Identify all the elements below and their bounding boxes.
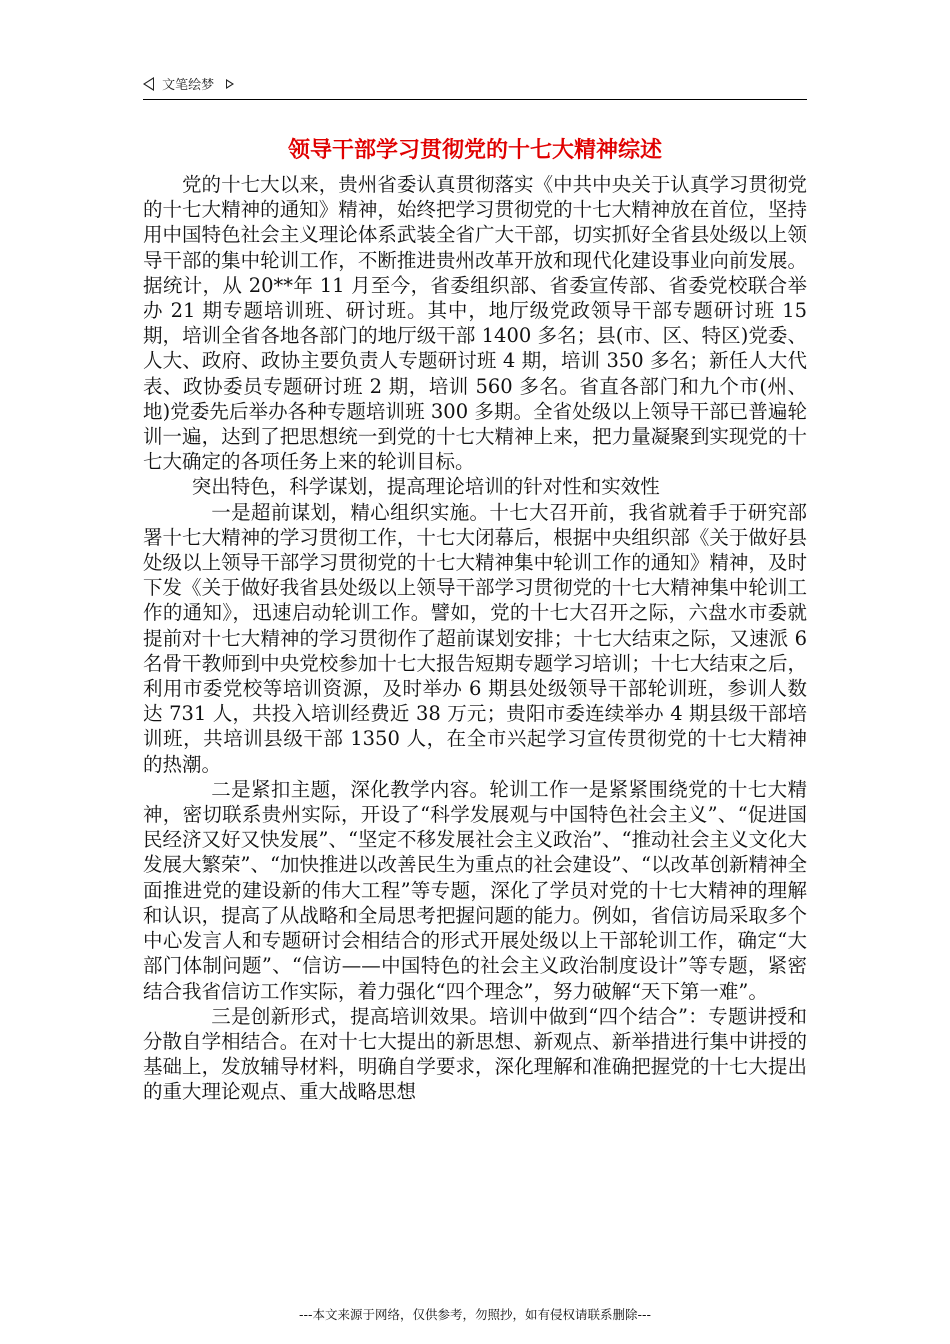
document-title: 领导干部学习贯彻党的十七大精神综述 — [287, 137, 662, 163]
point-three-paragraph: 三是创新形式，提高培训效果。培训中做到“四个结合”：专题讲授和分散自学相结合。在对十七大提出的新思想、新观点、新举措进行集中讲授的基础上，发放辅导材料，明确自学要求，深化理解和准确把握党的十七大提出的重大理论观点、重大战略思想 — [143, 1004, 807, 1104]
document-body — [143, 172, 807, 1105]
point-one-paragraph: 一是超前谋划，精心组织实施。十七大召开前，我省就着手于研究部署十七大精神的学习贯彻工作，十七大闭幕后，根据中央组织部《关于做好县处级以上领导干部学习贯彻党的十七大精神集中轮训工作的通知》精神，及时下发《关于做好我省县处级以上领导干部学习贯彻党的十七大精神集中轮训工作的通知》，迅速启动轮训工作。譬如，党的十七大召开之际，六盘水市委就提前对十七大精神的学习贯彻作了超前谋划安排；十七大结束之际，又速派 6 名骨干教师到中央党校参加十七大报告短期专题学习培训；十七大结束之后，利用市委党校等培训资源，及时举办 6 期县处级领导干部轮训班，参训人数达 731 人，共投入培训经费近 38 万元；贵阳市委连续举办 4 期县级干部培训班，共培训县级干部 1350 人，在全市兴起学习宣传贯彻党的十七大精神的热潮。 — [143, 500, 807, 776]
point-two-paragraph: 二是紧扣主题，深化教学内容。轮训工作一是紧紧围绕党的十七大精神，密切联系贵州实际，开设了“科学发展观与中国特色社会主义”、“促进国民经济又好又快发展”、“坚定不移发展社会主义政治”、“推动社会主义文化大发展大繁荣”、“加快推进以改善民生为重点的社会建设”、“以改革创新精神全面推进党的建设新的伟大工程”等专题，深化了学员对党的十七大精神的理解和认识，提高了从战略和全局思考把握问题的能力。例如，省信访局采取多个中心发言人和专题研讨会相结合的形式开展处级以上干部轮训工作，确定“大部门体制问题”、“信访——中国特色的社会主义政治制度设计”等专题，紧密结合我省信访工作实际，着力强化“四个理念”，努力破解“天下第一难”。 — [143, 777, 807, 1003]
intro-paragraph: 党的十七大以来，贵州省委认真贯彻落实《中共中央关于认真学习贯彻党的十七大精神的通知》精神，始终把学习贯彻党的十七大精神放在首位，坚持用中国特色社会主义理论体系武装全省广大干部，切实抓好全省县处级以上领导干部的集中轮训工作，不断推进贵州改革开放和现代化建设事业向前发展。据统计，从 20**年 11 月至今，省委组织部、省委宣传部、省委党校联合举办 21 期专题培训班、研讨班。其中，地厅级党政领导干部专题研讨班 15 期，培训全省各地各部门的地厅级干部 1400 多名；县(市、区、特区)党委、人大、政府、政协主要负责人专题研讨班 4 期，培训 350 多名；新任人大代表、政协委员专题研讨班 2 期，培训 560 多名。省直各部门和九个市(州、地)党委先后举办各种专题培训班 300 多期。全省处级以上领导干部已普遍轮训一遍，达到了把思想统一到党的十七大精神上来，把力量凝聚到实现党的十七大确定的各项任务上来的轮训目标。 — [143, 173, 807, 474]
triangle-left-icon — [143, 77, 154, 91]
triangle-right-icon — [226, 79, 234, 89]
header-divider — [143, 99, 807, 100]
header-brand: 文笔绘梦 — [162, 78, 215, 93]
page-header — [143, 74, 807, 98]
section-heading: 突出特色，科学谋划，提高理论培训的针对性和实效性 — [191, 475, 660, 499]
footer-notice: ---本文来源于网络，仅供参考，勿照抄，如有侵权请联系删除--- — [298, 1307, 652, 1322]
